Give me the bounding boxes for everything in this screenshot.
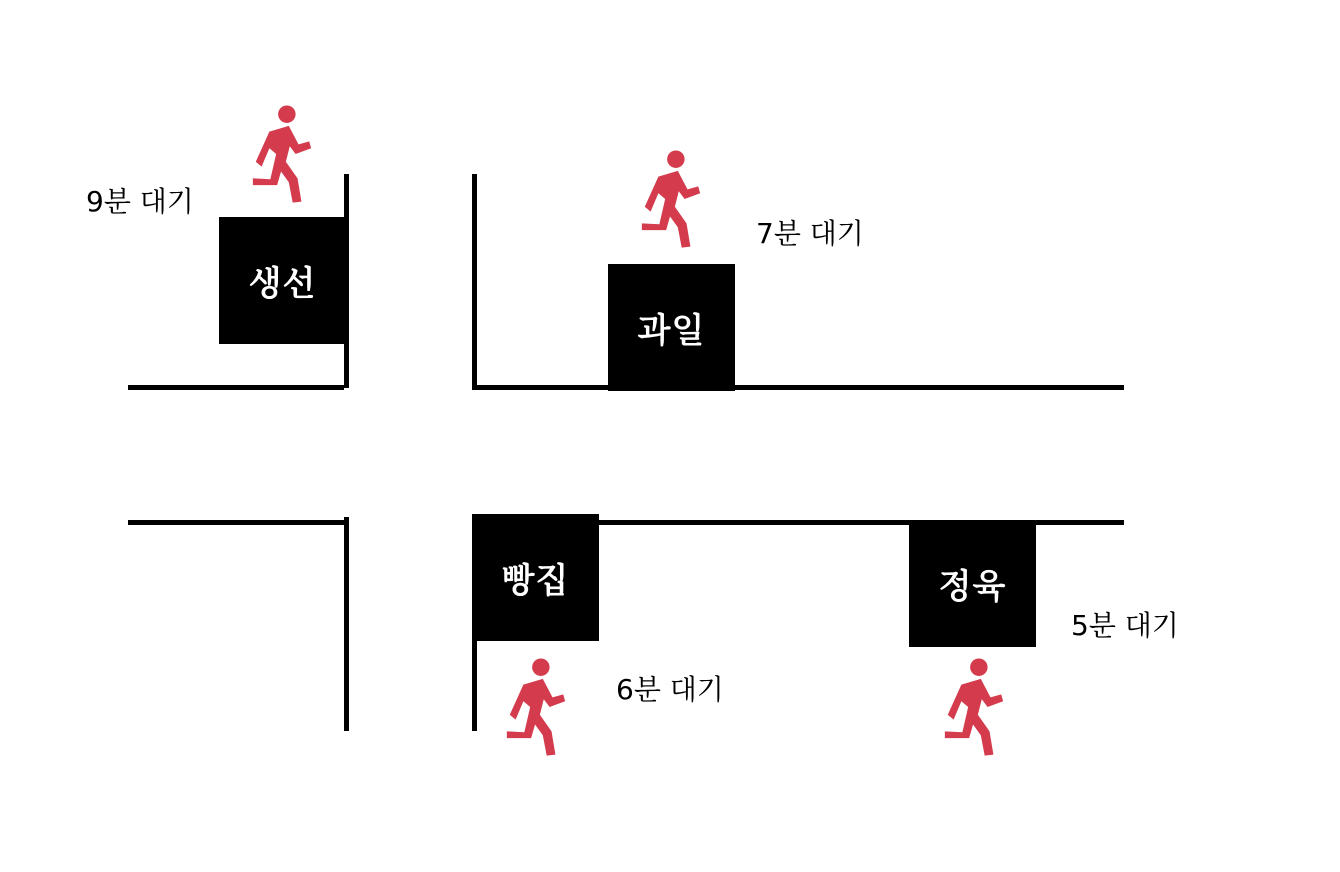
store-bakery[interactable] <box>472 514 599 641</box>
store-butcher[interactable] <box>909 520 1036 647</box>
street-ne-vertical <box>472 174 477 390</box>
store-fruit-label: 과일 <box>637 311 706 351</box>
store-bakery-wait: 6분 대기 <box>616 673 724 706</box>
store-butcher-wait: 5분 대기 <box>1071 609 1179 642</box>
street-sw-horizontal <box>128 520 344 525</box>
store-fruit[interactable] <box>608 264 735 391</box>
running-person-icon <box>637 150 705 250</box>
running-person-icon <box>248 105 316 205</box>
store-fish-label: 생선 <box>248 264 317 304</box>
store-fish-wait: 9분 대기 <box>86 185 194 218</box>
store-butcher-label: 정육 <box>938 567 1007 607</box>
store-fish[interactable] <box>219 217 346 344</box>
street-sw-vertical <box>344 517 349 731</box>
store-bakery-label: 빵집 <box>501 561 570 601</box>
street-nw-horizontal <box>128 385 344 390</box>
street-ne-horizontal <box>472 385 1124 390</box>
running-person-icon <box>502 658 570 758</box>
store-fruit-wait: 7분 대기 <box>756 217 864 250</box>
running-person-icon <box>940 658 1008 758</box>
